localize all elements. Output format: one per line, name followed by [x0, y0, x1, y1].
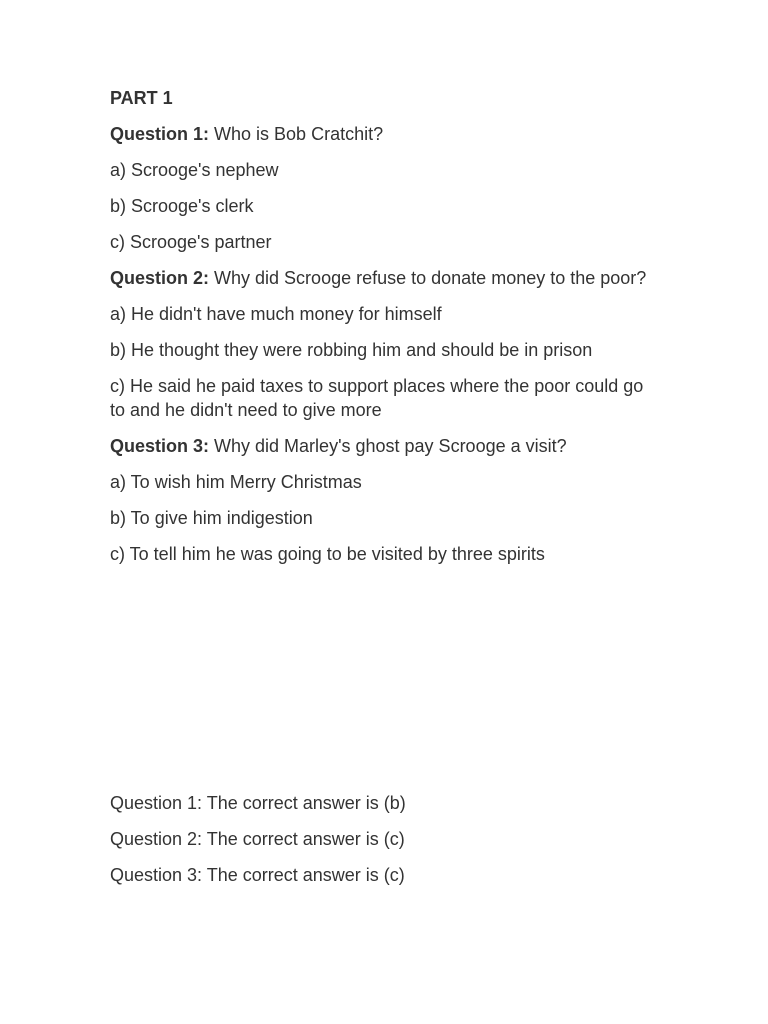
- option-item: c) Scrooge's partner: [110, 232, 272, 252]
- question-label: Question 3:: [110, 436, 210, 456]
- question-3: [110, 434, 658, 458]
- question-text: Who is Bob Cratchit?: [214, 124, 384, 144]
- question-2: [110, 266, 658, 290]
- question-1: [110, 122, 658, 146]
- part-title: PART 1: [110, 88, 173, 108]
- option-item: a) To wish him Merry Christmas: [110, 472, 362, 492]
- quiz-section: [110, 86, 658, 578]
- answer-line: Question 2: The correct answer is (c): [110, 829, 405, 849]
- question-text: Why did Marley's ghost pay Scrooge a visit?: [214, 436, 567, 456]
- option-item: b) Scrooge's clerk: [110, 196, 254, 216]
- answer-key: [110, 791, 658, 899]
- question-text: Why did Scrooge refuse to donate money to the poor?: [214, 268, 647, 288]
- question-label: Question 2:: [110, 268, 210, 288]
- question-label: Question 1:: [110, 124, 210, 144]
- answer-line: Question 3: The correct answer is (c): [110, 865, 405, 885]
- answer-line: Question 1: The correct answer is (b): [110, 793, 406, 813]
- option-item: b) He thought they were robbing him and should be in prison: [110, 340, 593, 360]
- option-item: b) To give him indigestion: [110, 508, 313, 528]
- option-item: c) To tell him he was going to be visited by three spirits: [110, 544, 545, 564]
- option-item: a) He didn't have much money for himself: [110, 304, 442, 324]
- option-item: a) Scrooge's nephew: [110, 160, 279, 180]
- option-item: c) He said he paid taxes to support places where the poor could go to and he didn't need to give more: [110, 376, 644, 420]
